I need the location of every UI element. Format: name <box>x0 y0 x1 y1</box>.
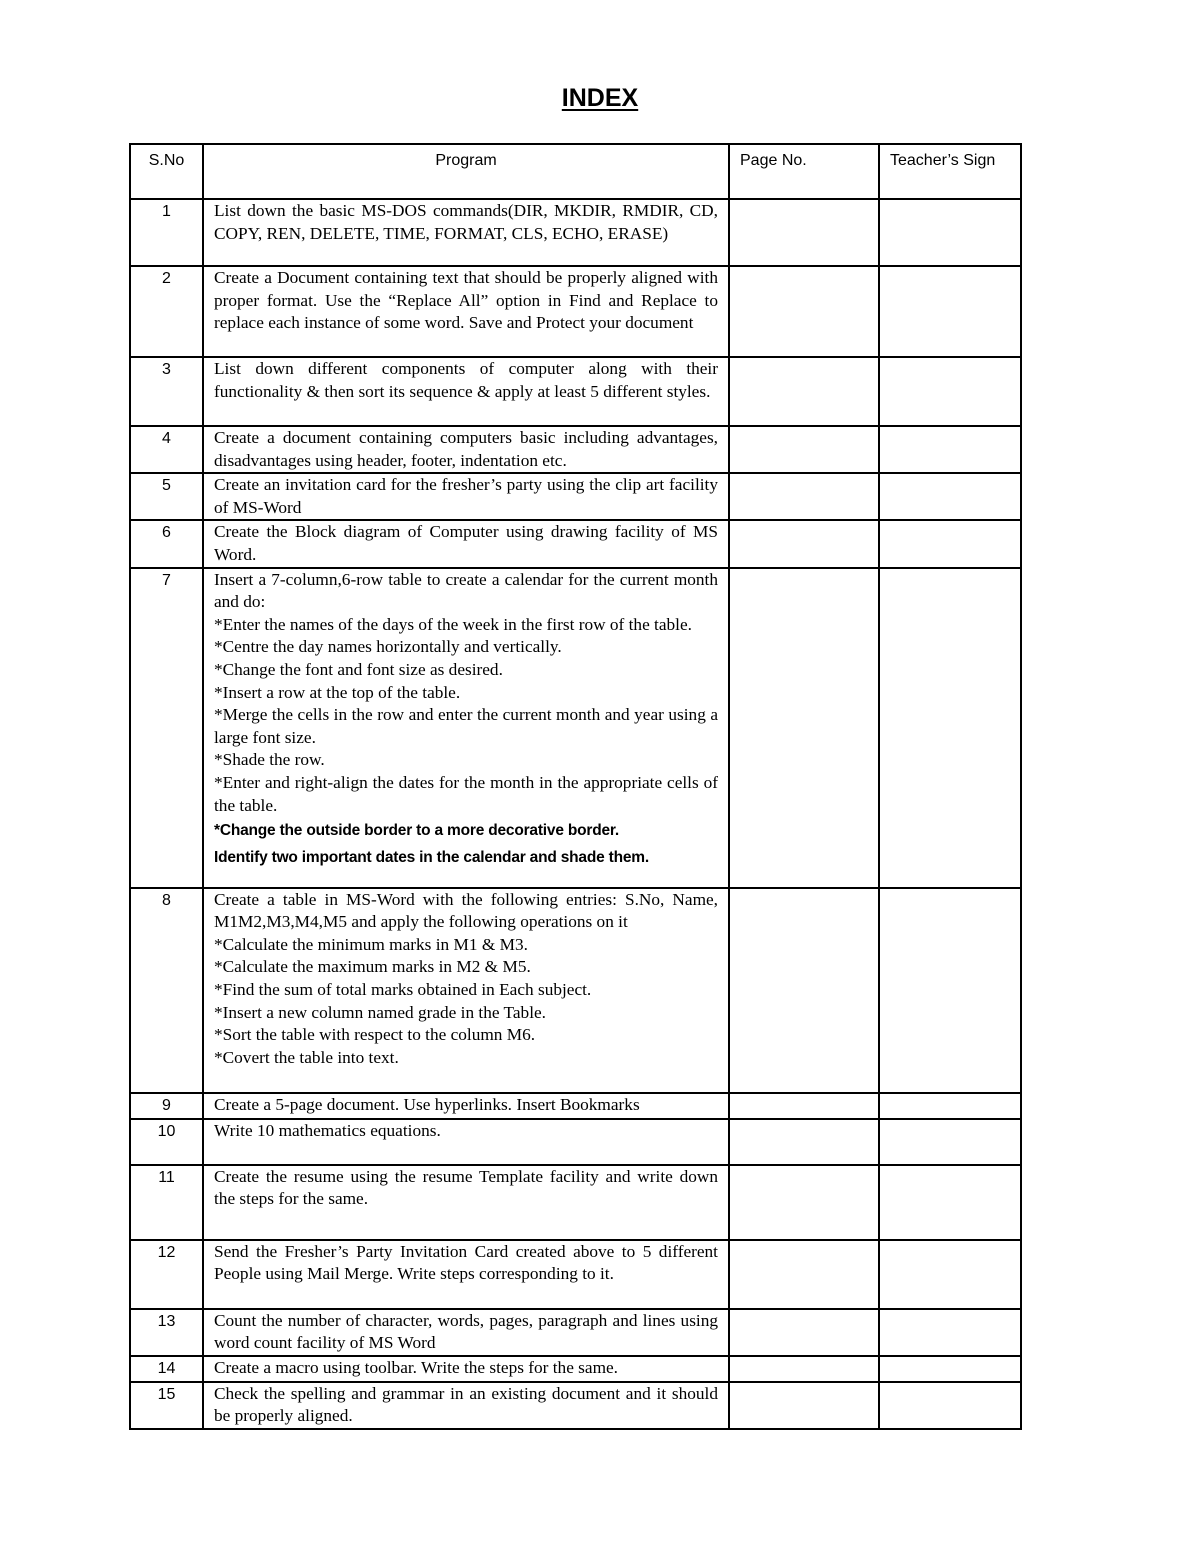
program-line: *Calculate the maximum marks in M2 & M5. <box>214 957 531 977</box>
row-number: 15 <box>130 1382 203 1429</box>
teacher-sign-cell <box>879 473 1021 520</box>
teacher-sign-cell <box>879 1309 1021 1356</box>
program-line: Insert a 7-column,6-row table to create a calendar for the current month and do: <box>214 569 718 612</box>
program-line: *Shade the row. <box>214 750 325 770</box>
teacher-sign-cell <box>879 888 1021 1093</box>
row-number: 11 <box>130 1165 203 1240</box>
table-row <box>130 1309 1021 1356</box>
program-line: *Calculate the minimum marks in M1 & M3. <box>214 934 528 954</box>
header-page-no: Page No. <box>729 144 879 199</box>
table-row <box>130 199 1021 266</box>
program-description <box>203 266 729 357</box>
page-no-cell <box>729 1165 879 1240</box>
program-line: Create a 5-page document. Use hyperlinks. Insert Bookmarks <box>214 1094 640 1114</box>
teacher-sign-cell <box>879 1356 1021 1382</box>
table-body <box>130 199 1021 1429</box>
program-description <box>203 199 729 266</box>
page-no-cell <box>729 1119 879 1165</box>
program-line: *Merge the cells in the row and enter the current month and year using a large font size. <box>214 705 718 747</box>
program-line: Count the number of character, words, pages, paragraph and lines using word count facility of MS Word <box>214 1310 718 1353</box>
row-number: 6 <box>130 520 203 567</box>
table-row <box>130 1165 1021 1240</box>
table-row <box>130 1093 1021 1119</box>
teacher-sign-cell <box>879 357 1021 426</box>
header-program: Program <box>203 144 729 199</box>
row-number: 2 <box>130 266 203 357</box>
program-line: *Enter the names of the days of the week in the first row of the table. <box>214 614 692 634</box>
teacher-sign-cell <box>879 1119 1021 1165</box>
program-line: Write 10 mathematics equations. <box>214 1120 441 1140</box>
index-table <box>129 143 1022 1430</box>
program-description <box>203 1240 729 1309</box>
page-no-cell <box>729 426 879 473</box>
program-description <box>203 1093 729 1119</box>
program-description <box>203 1309 729 1356</box>
program-line: *Insert a new column named grade in the Table. <box>214 1002 546 1022</box>
page-no-cell <box>729 1093 879 1119</box>
table-row <box>130 568 1021 888</box>
row-number: 9 <box>130 1093 203 1119</box>
program-line: Check the spelling and grammar in an existing document and it should be properly aligned. <box>214 1383 718 1426</box>
program-line: *Find the sum of total marks obtained in Each subject. <box>214 979 592 999</box>
program-description <box>203 1165 729 1240</box>
program-line: *Covert the table into text. <box>214 1047 399 1067</box>
page-no-cell <box>729 888 879 1093</box>
page-title: INDEX <box>561 84 639 112</box>
table-row <box>130 520 1021 567</box>
row-number: 8 <box>130 888 203 1093</box>
table-row <box>130 473 1021 520</box>
header-teacher-sign: Teacher’s Sign <box>879 144 1021 199</box>
program-line: Create a macro using toolbar. Write the steps for the same. <box>214 1357 619 1377</box>
program-line: Create a Document containing text that should be properly aligned with proper format. Use the “Replace All” option in Find and Replace to replace each instance of some word. Save and Protect your document <box>214 268 718 333</box>
row-number: 4 <box>130 426 203 473</box>
table-row <box>130 266 1021 357</box>
teacher-sign-cell <box>879 426 1021 473</box>
program-line: Create an invitation card for the fresher’s party using the clip art facility of MS-Word <box>214 475 718 517</box>
program-description <box>203 520 729 567</box>
table-row <box>130 1356 1021 1382</box>
table-row <box>130 1119 1021 1165</box>
row-number: 1 <box>130 199 203 266</box>
page-no-cell <box>729 520 879 567</box>
page-no-cell <box>729 1382 879 1429</box>
program-line: Create a table in MS-Word with the following entries: S.No, Name, M1M2,M3,M4,M5 and apply the following operations on it <box>214 889 718 932</box>
program-line: Send the Fresher’s Party Invitation Card created above to 5 different People using Mail Merge. Write steps corresponding to it. <box>214 1241 718 1284</box>
teacher-sign-cell <box>879 1240 1021 1309</box>
program-line-bold: *Change the outside border to a more decorative border. <box>214 822 620 840</box>
program-description <box>203 357 729 426</box>
row-number: 5 <box>130 473 203 520</box>
row-number: 7 <box>130 568 203 888</box>
program-line: *Insert a row at the top of the table. <box>214 682 461 702</box>
program-line: *Centre the day names horizontally and vertically. <box>214 637 562 657</box>
page-no-cell <box>729 568 879 888</box>
table-row <box>130 426 1021 473</box>
program-description <box>203 568 729 888</box>
program-line: Create a document containing computers basic including advantages, disadvantages using header, footer, indentation etc. <box>214 428 718 470</box>
table-row <box>130 357 1021 426</box>
program-description <box>203 1382 729 1429</box>
page-no-cell <box>729 266 879 357</box>
program-line: Create the resume using the resume Template facility and write down the steps for the same. <box>214 1166 718 1209</box>
row-number: 14 <box>130 1356 203 1382</box>
teacher-sign-cell <box>879 1093 1021 1119</box>
row-number: 3 <box>130 357 203 426</box>
program-line: *Change the font and font size as desired. <box>214 659 503 679</box>
program-line-bold: Identify two important dates in the calendar and shade them. <box>214 849 649 867</box>
header-sno: S.No <box>130 144 203 199</box>
teacher-sign-cell <box>879 266 1021 357</box>
program-line: *Enter and right-align the dates for the month in the appropriate cells of the table. <box>214 772 718 815</box>
page-no-cell <box>729 1356 879 1382</box>
page-no-cell <box>729 357 879 426</box>
teacher-sign-cell <box>879 1165 1021 1240</box>
program-description <box>203 888 729 1093</box>
teacher-sign-cell <box>879 199 1021 266</box>
table-row <box>130 888 1021 1093</box>
program-line: *Sort the table with respect to the column M6. <box>214 1025 536 1045</box>
page-no-cell <box>729 1309 879 1356</box>
teacher-sign-cell <box>879 568 1021 888</box>
table-row <box>130 1240 1021 1309</box>
program-line: Create the Block diagram of Computer using drawing facility of MS Word. <box>214 522 718 564</box>
program-description <box>203 1356 729 1382</box>
teacher-sign-cell <box>879 1382 1021 1429</box>
program-description <box>203 1119 729 1165</box>
header-row <box>130 144 1021 199</box>
row-number: 13 <box>130 1309 203 1356</box>
page-no-cell <box>729 473 879 520</box>
teacher-sign-cell <box>879 520 1021 567</box>
row-number: 12 <box>130 1240 203 1309</box>
program-line: List down different components of computer along with their functionality & then sort its sequence & apply at least 5 different styles. <box>214 359 718 401</box>
page-no-cell <box>729 199 879 266</box>
program-line: List down the basic MS-DOS commands(DIR, MKDIR, RMDIR, CD, COPY, REN, DELETE, TIME, FORMAT, CLS, ECHO, ERASE) <box>214 201 718 243</box>
table-row <box>130 1382 1021 1429</box>
row-number: 10 <box>130 1119 203 1165</box>
program-description <box>203 473 729 520</box>
program-description <box>203 426 729 473</box>
page-no-cell <box>729 1240 879 1309</box>
